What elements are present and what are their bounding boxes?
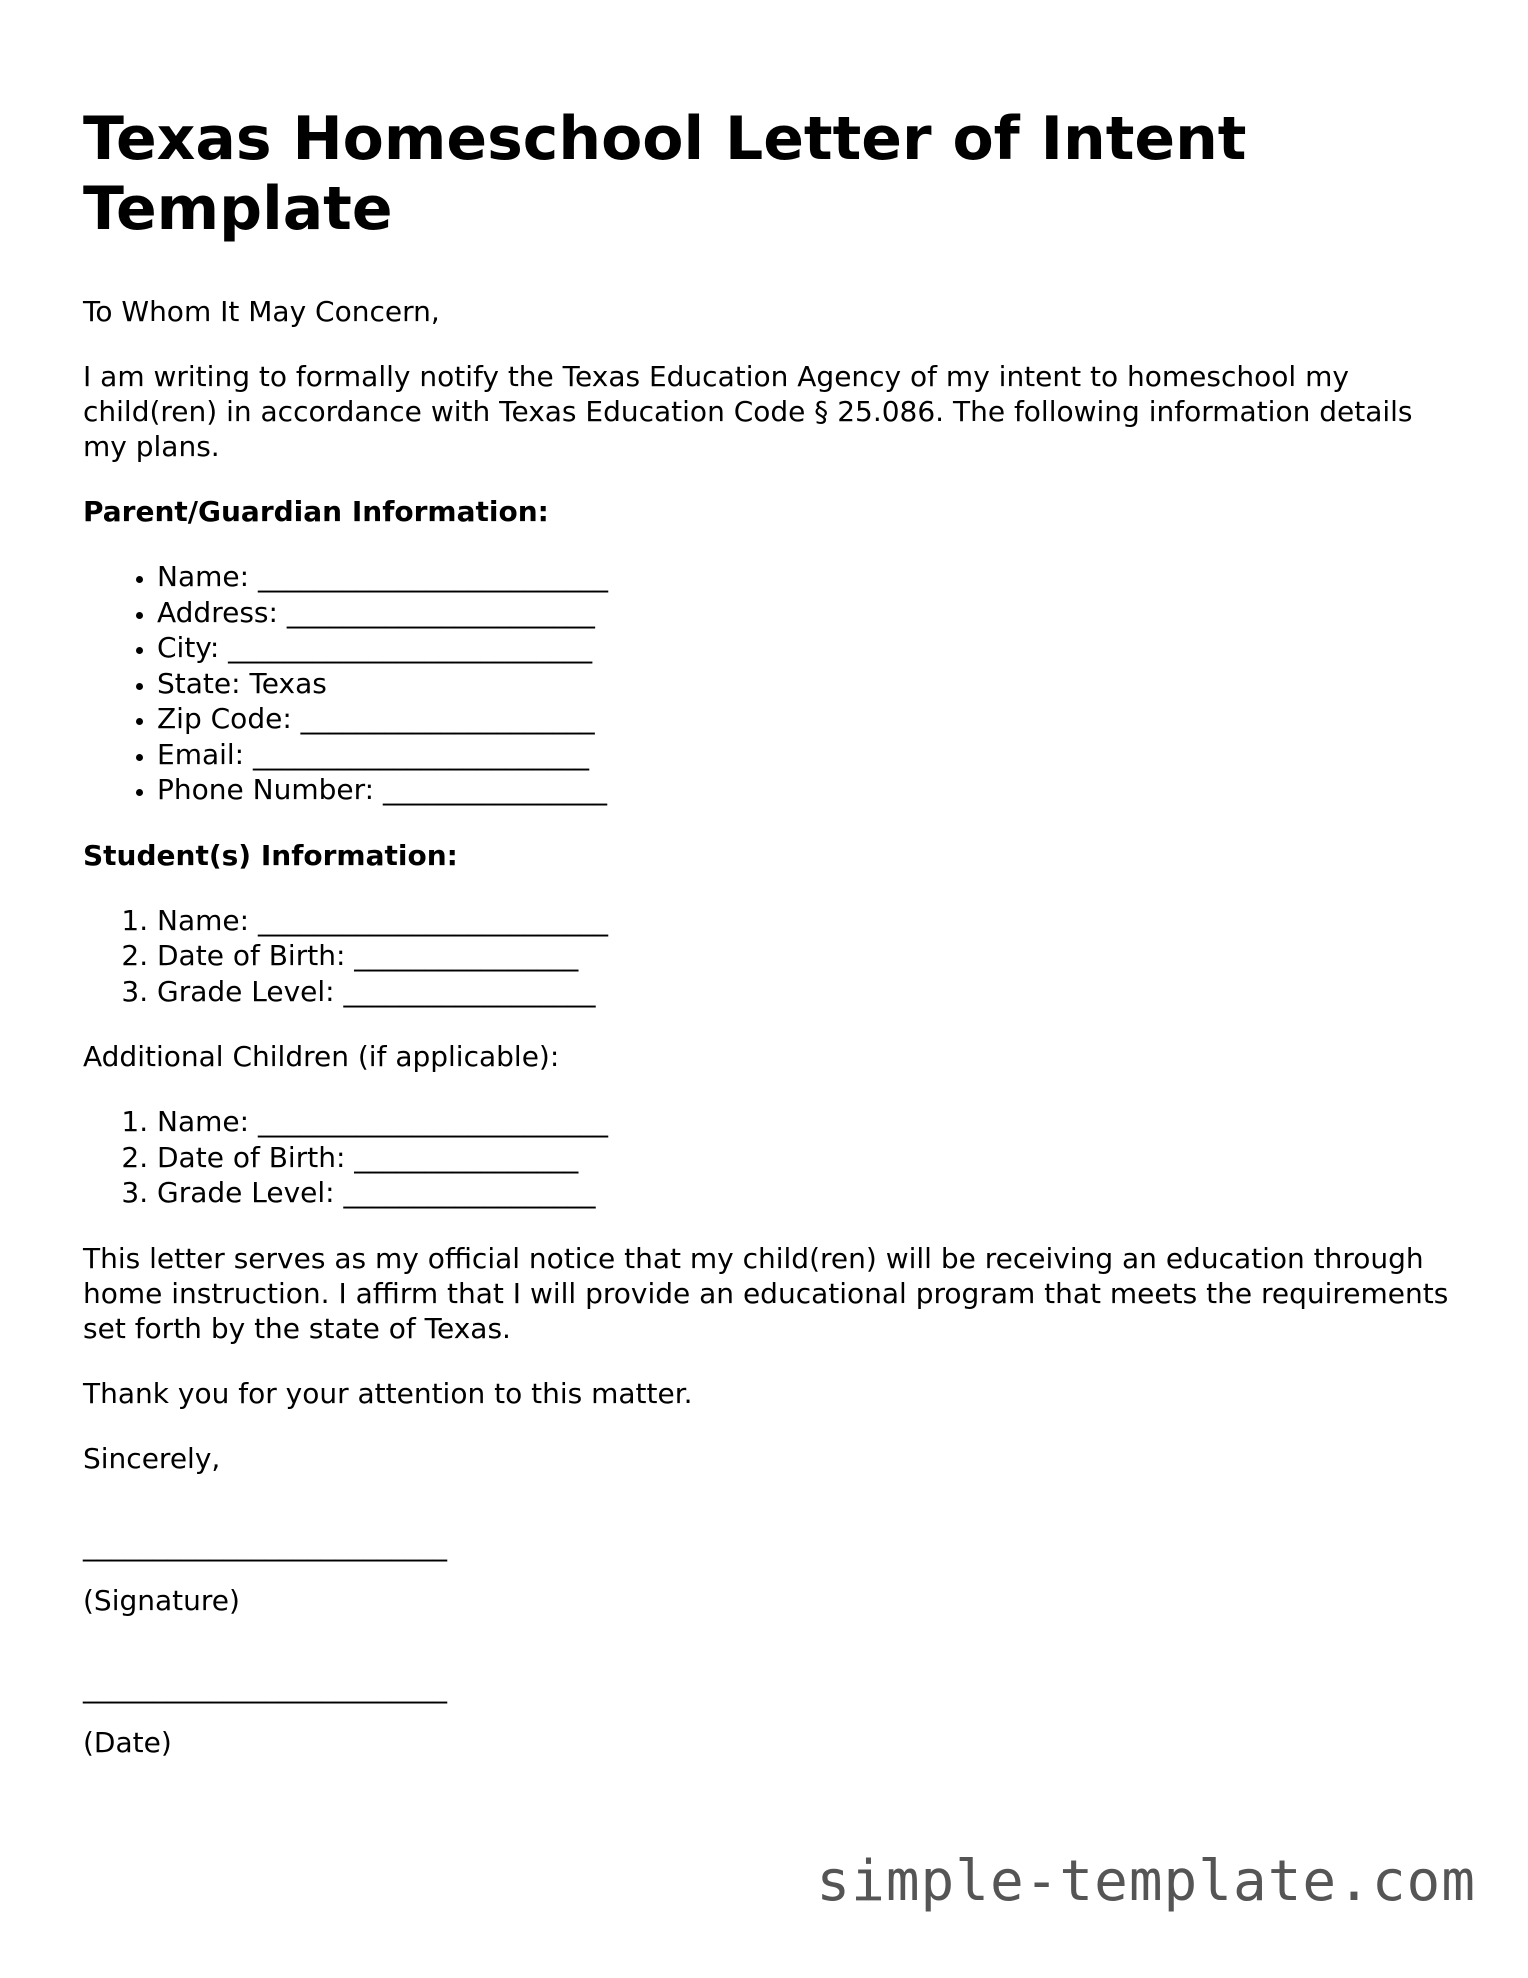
salutation: To Whom It May Concern, (83, 295, 440, 328)
student-field-grade: 3. Grade Level: __________________ (157, 974, 1463, 1010)
document-title: Texas Homeschool Letter of Intent Template (83, 104, 1247, 244)
additional-children-heading: Additional Children (if applicable): (83, 1040, 560, 1073)
parent-field-email: • Email: ________________________ (157, 737, 1463, 773)
student-info-heading: Student(s) Information: (83, 838, 458, 872)
additional-field-name: 1. Name: _________________________ (157, 1104, 1463, 1140)
student-field-dob: 2. Date of Birth: ________________ (157, 938, 1463, 974)
parent-field-city: • City: __________________________ (157, 630, 1463, 666)
closing: Sincerely, (83, 1441, 221, 1475)
thanks-paragraph: Thank you for your attention to this matter. (83, 1376, 693, 1410)
date-label: (Date) (83, 1725, 172, 1759)
signature-line: __________________________ (83, 1528, 447, 1562)
additional-field-grade: 3. Grade Level: __________________ (157, 1175, 1463, 1211)
parent-info-heading: Parent/Guardian Information: (83, 495, 549, 528)
additional-field-dob: 2. Date of Birth: ________________ (157, 1140, 1463, 1176)
parent-field-state: • State: Texas (157, 666, 1463, 702)
notice-paragraph: This letter serves as my official notice that my child(ren) will be receiving an education through home instruction. I affirm that I will provide an educational program that meets the requirements set forth by the state of Texas. (83, 1241, 1449, 1345)
site-watermark: simple-template.com (816, 1849, 1476, 1914)
student-field-name: 1. Name: _________________________ (157, 903, 1463, 939)
signature-label: (Signature) (83, 1583, 240, 1617)
parent-field-zip: • Zip Code: _____________________ (157, 701, 1463, 737)
parent-field-address: • Address: ______________________ (157, 595, 1463, 631)
parent-field-phone: • Phone Number: ________________ (157, 772, 1463, 808)
intro-paragraph: I am writing to formally notify the Texas Education Agency of my intent to homeschool my child(ren) in accordance with Texas Education Code § 25.086. The following information details my plans. (83, 360, 1413, 463)
student-info-list (83, 903, 1463, 1010)
letter-content (83, 104, 1463, 1790)
parent-field-name: • Name: _________________________ (157, 559, 1463, 595)
parent-info-list (83, 559, 1463, 808)
additional-children-list (83, 1104, 1463, 1211)
date-line: __________________________ (83, 1670, 447, 1704)
